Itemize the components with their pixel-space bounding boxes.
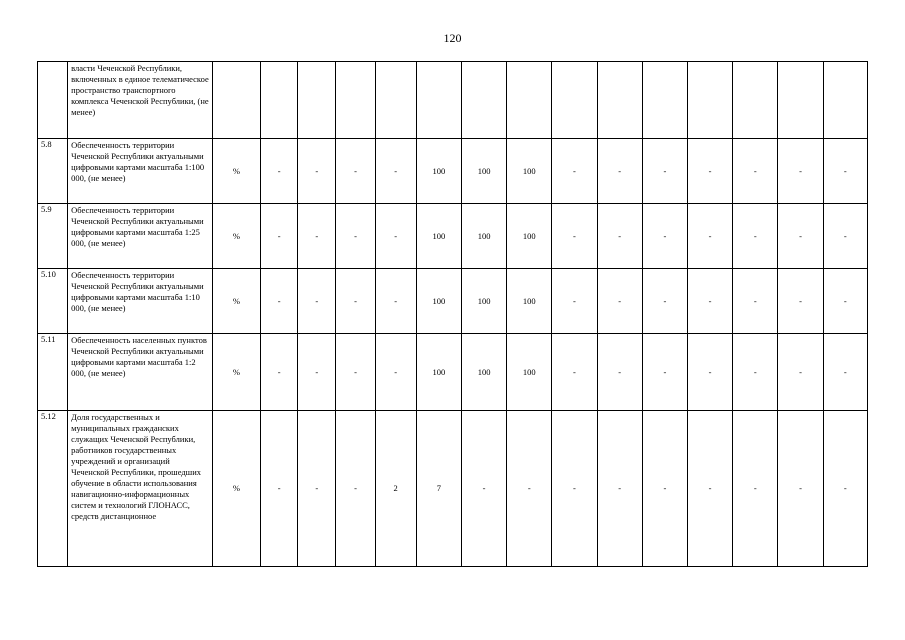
indicator-name: Доля государственных и муниципальных гражданских служащих Чеченской Республики, работников государственных учреждений и организаций Чеченской Республики, прошедших обучение в области использования навигационно-информационных систем и технологий ГЛОНАСС, средств дистанционное	[68, 411, 213, 567]
value-cell: 100	[416, 269, 461, 334]
value-cell: -	[597, 269, 642, 334]
value-cell: -	[733, 204, 778, 269]
value-cell: -	[778, 411, 823, 567]
value-cell: -	[507, 411, 552, 567]
indicator-name: Обеспеченность территории Чеченской Республики актуальными цифровыми картами масштаба 1:100 000, (не менее)	[68, 139, 213, 204]
value-cell: -	[823, 334, 867, 411]
indicator-name: власти Чеченской Республики, включенных в единое телематическое пространство транспортного комплекса Чеченской Республики, (не менее)	[68, 62, 213, 139]
table-row	[38, 204, 868, 269]
value-cell	[416, 62, 461, 139]
value-cell: 100	[507, 204, 552, 269]
value-cell: -	[298, 204, 336, 269]
value-cell: -	[298, 334, 336, 411]
value-cell: -	[642, 139, 687, 204]
value-cell: -	[823, 204, 867, 269]
value-cell: -	[336, 411, 375, 567]
indicator-name: Обеспеченность территории Чеченской Республики актуальными цифровыми картами масштаба 1:10 000, (не менее)	[68, 269, 213, 334]
row-number	[38, 62, 68, 139]
value-cell: -	[778, 204, 823, 269]
value-cell: 100	[507, 269, 552, 334]
row-number: 5.10	[38, 269, 68, 334]
value-cell: -	[298, 269, 336, 334]
table-row	[38, 411, 868, 567]
unit-cell: %	[212, 411, 260, 567]
value-cell: -	[687, 204, 732, 269]
value-cell: -	[597, 334, 642, 411]
value-cell: -	[642, 334, 687, 411]
value-cell	[552, 62, 597, 139]
indicator-name: Обеспеченность населенных пунктов Чеченской Республики актуальными цифровыми картами масштаба 1:2 000, (не менее)	[68, 334, 213, 411]
unit-cell	[212, 62, 260, 139]
unit-cell: %	[212, 334, 260, 411]
value-cell: 100	[507, 139, 552, 204]
value-cell	[507, 62, 552, 139]
value-cell: -	[778, 269, 823, 334]
indicator-name: Обеспеченность территории Чеченской Республики актуальными цифровыми картами масштаба 1:25 000, (не менее)	[68, 204, 213, 269]
row-number: 5.9	[38, 204, 68, 269]
value-cell: -	[687, 139, 732, 204]
value-cell: -	[778, 139, 823, 204]
table-row	[38, 62, 868, 139]
unit-cell: %	[212, 139, 260, 204]
value-cell: -	[642, 411, 687, 567]
table-row	[38, 139, 868, 204]
value-cell: -	[461, 411, 506, 567]
value-cell	[461, 62, 506, 139]
value-cell: -	[375, 334, 416, 411]
value-cell: -	[733, 411, 778, 567]
value-cell	[687, 62, 732, 139]
value-cell: -	[597, 204, 642, 269]
unit-cell: %	[212, 204, 260, 269]
value-cell: -	[336, 204, 375, 269]
value-cell: -	[336, 139, 375, 204]
value-cell: 100	[507, 334, 552, 411]
unit-cell: %	[212, 269, 260, 334]
value-cell: -	[552, 334, 597, 411]
value-cell: -	[375, 139, 416, 204]
value-cell	[375, 62, 416, 139]
value-cell: -	[687, 334, 732, 411]
value-cell: -	[298, 139, 336, 204]
value-cell: -	[375, 269, 416, 334]
table-row	[38, 334, 868, 411]
value-cell: -	[261, 204, 298, 269]
value-cell: -	[823, 411, 867, 567]
value-cell: 2	[375, 411, 416, 567]
value-cell: -	[552, 204, 597, 269]
value-cell	[642, 62, 687, 139]
value-cell: -	[597, 411, 642, 567]
value-cell: 100	[416, 204, 461, 269]
value-cell: -	[552, 269, 597, 334]
value-cell: 100	[461, 334, 506, 411]
value-cell: -	[375, 204, 416, 269]
value-cell: -	[687, 411, 732, 567]
value-cell: -	[733, 139, 778, 204]
value-cell	[261, 62, 298, 139]
value-cell: -	[336, 334, 375, 411]
value-cell: 100	[416, 334, 461, 411]
value-cell	[298, 62, 336, 139]
value-cell: -	[642, 269, 687, 334]
value-cell	[597, 62, 642, 139]
value-cell: 100	[461, 204, 506, 269]
value-cell: 100	[461, 269, 506, 334]
value-cell: -	[261, 139, 298, 204]
value-cell: -	[642, 204, 687, 269]
indicators-table	[37, 61, 868, 567]
value-cell: -	[597, 139, 642, 204]
value-cell: -	[733, 334, 778, 411]
value-cell: -	[778, 334, 823, 411]
value-cell: -	[261, 334, 298, 411]
page-number: 120	[443, 31, 462, 45]
value-cell	[336, 62, 375, 139]
value-cell: -	[336, 269, 375, 334]
value-cell: -	[261, 269, 298, 334]
value-cell: -	[687, 269, 732, 334]
value-cell: -	[298, 411, 336, 567]
value-cell: -	[552, 139, 597, 204]
value-cell: -	[823, 269, 867, 334]
value-cell: -	[733, 269, 778, 334]
value-cell	[733, 62, 778, 139]
row-number: 5.8	[38, 139, 68, 204]
value-cell: -	[261, 411, 298, 567]
value-cell: -	[823, 139, 867, 204]
table-row	[38, 269, 868, 334]
value-cell: 100	[461, 139, 506, 204]
value-cell: 7	[416, 411, 461, 567]
value-cell: 100	[416, 139, 461, 204]
value-cell	[778, 62, 823, 139]
value-cell: -	[552, 411, 597, 567]
row-number: 5.11	[38, 334, 68, 411]
value-cell	[823, 62, 867, 139]
row-number: 5.12	[38, 411, 68, 567]
